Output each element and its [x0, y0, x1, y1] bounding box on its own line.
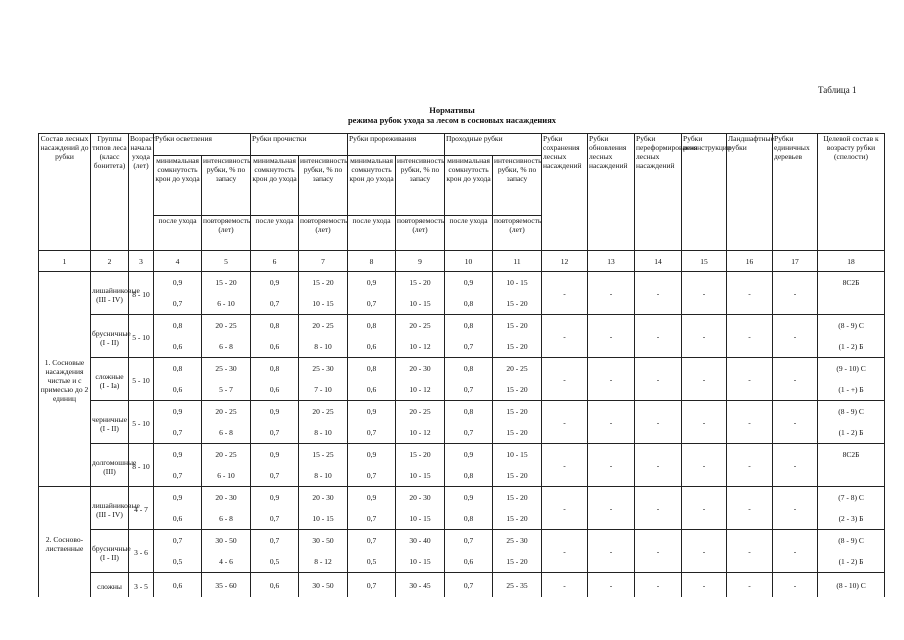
value-cell: 20 - 25 [202, 315, 251, 337]
value-cell: 6 - 8 [202, 336, 251, 358]
header-target: Целевой состав к возрасту рубки (спелости) [818, 134, 885, 251]
dash-cell: - [682, 444, 727, 487]
dash-cell: - [727, 401, 773, 444]
value-cell: 6 - 8 [202, 508, 251, 530]
column-number: 4 [154, 251, 202, 272]
dash-cell: - [542, 315, 588, 358]
value-cell: 25 - 30 [202, 358, 251, 380]
forest-type-cell: сложны [91, 573, 129, 598]
value-cell: 10 - 15 [299, 508, 348, 530]
dash-cell: - [542, 401, 588, 444]
value-cell: 0,5 [348, 551, 396, 573]
value-cell: 15 - 20 [396, 444, 445, 466]
dash-cell: - [635, 401, 682, 444]
column-number: 3 [129, 251, 154, 272]
dash-cell: - [727, 530, 773, 573]
value-cell: 0,8 [251, 315, 299, 337]
target-species-cell: (1 - 2) Б [818, 336, 885, 358]
value-cell: 0,7 [251, 422, 299, 444]
target-species-cell: (1 - 2) Б [818, 551, 885, 573]
forest-type-cell: долгомошные (III) [91, 444, 129, 487]
column-number: 10 [445, 251, 493, 272]
target-species-cell: (1 - 2) Б [818, 422, 885, 444]
column-number: 15 [682, 251, 727, 272]
value-cell: 15 - 20 [493, 422, 542, 444]
dash-cell: - [635, 315, 682, 358]
forest-type-cell: лишайниковые (III - IV) [91, 487, 129, 530]
header-reformation: Рубки переформирования лесных насаждений [635, 134, 682, 251]
header-clarification: Рубки осветления [154, 134, 251, 156]
age-cell: 5 - 10 [129, 315, 154, 358]
value-cell: 0,7 [445, 530, 493, 552]
value-cell: 6 - 10 [202, 293, 251, 315]
value-cell: 0,6 [445, 551, 493, 573]
value-cell: 20 - 25 [396, 401, 445, 423]
composition-cell: 1. Сосновые насаждения чистые и с примесью до 2 единиц [39, 272, 91, 487]
subheader-min-closure: минимальная сомкнутость крон до ухода [348, 156, 396, 216]
value-cell: 10 - 15 [396, 551, 445, 573]
value-cell: 30 - 50 [299, 530, 348, 552]
value-cell: 0,9 [445, 487, 493, 509]
dash-cell: - [588, 272, 635, 315]
header-age: Возраст начала ухода (лет) [129, 134, 154, 251]
value-cell: 0,7 [251, 465, 299, 487]
subheader-intensity: интенсивность рубки, % по запасу [493, 156, 542, 216]
target-species-cell: (7 - 8) С [818, 487, 885, 509]
value-cell: 0,6 [251, 379, 299, 401]
value-cell: 0,8 [348, 358, 396, 380]
dash-cell: - [727, 444, 773, 487]
value-cell: 0,6 [154, 508, 202, 530]
header-forest-groups: Группы типов леса (класс бонитета) [91, 134, 129, 251]
table-body [39, 272, 885, 598]
forest-type-cell: лишайниковые (III - IV) [91, 272, 129, 315]
column-number: 18 [818, 251, 885, 272]
value-cell: 0,9 [251, 487, 299, 509]
composition-cell: 2. Сосново-лиственные [39, 487, 91, 598]
header-thinning: Рубки прореживания [348, 134, 445, 156]
header-renewal: Рубки обновления лесных насаждений [588, 134, 635, 251]
value-cell: 10 - 12 [396, 422, 445, 444]
target-species-cell: 8С2Б [818, 272, 885, 294]
dash-cell: - [773, 530, 818, 573]
subheader-repeat: повторяемость (лет) [202, 216, 251, 251]
column-number: 12 [542, 251, 588, 272]
value-cell: 10 - 15 [299, 293, 348, 315]
age-cell: 3 - 6 [129, 530, 154, 573]
value-cell: 10 - 15 [493, 444, 542, 466]
column-number: 8 [348, 251, 396, 272]
value-cell: 0,7 [445, 379, 493, 401]
value-cell: 25 - 35 [493, 573, 542, 598]
value-cell: 0,7 [445, 573, 493, 598]
dash-cell: - [635, 530, 682, 573]
subheader-min-closure: минимальная сомкнутость крон до ухода [445, 156, 493, 216]
dash-cell: - [542, 444, 588, 487]
value-cell: 0,7 [348, 530, 396, 552]
age-cell: 4 - 7 [129, 487, 154, 530]
value-cell: 15 - 20 [202, 272, 251, 294]
value-cell: 15 - 20 [493, 315, 542, 337]
dash-cell: - [682, 573, 727, 598]
dash-cell: - [588, 358, 635, 401]
subheader-after-care: после ухода [251, 216, 299, 251]
value-cell: 30 - 50 [202, 530, 251, 552]
value-cell: 20 - 25 [202, 401, 251, 423]
value-cell: 0,9 [348, 487, 396, 509]
target-species-cell: (8 - 10) С [818, 573, 885, 598]
dash-cell: - [542, 530, 588, 573]
dash-cell: - [635, 444, 682, 487]
value-cell: 0,7 [348, 465, 396, 487]
value-cell: 0,9 [154, 444, 202, 466]
dash-cell: - [773, 315, 818, 358]
value-cell: 20 - 25 [299, 401, 348, 423]
forest-type-cell: черничные (I - II) [91, 401, 129, 444]
value-cell: 8 - 10 [299, 422, 348, 444]
subheader-after-care: после ухода [348, 216, 396, 251]
value-cell: 0,7 [348, 422, 396, 444]
forest-type-cell: сложные (I - Ia) [91, 358, 129, 401]
column-number: 17 [773, 251, 818, 272]
age-cell: 8 - 10 [129, 444, 154, 487]
dash-cell: - [773, 487, 818, 530]
column-number: 13 [588, 251, 635, 272]
table-row [39, 487, 885, 509]
value-cell: 0,9 [445, 272, 493, 294]
dash-cell: - [727, 573, 773, 598]
value-cell: 15 - 20 [299, 272, 348, 294]
value-cell: 25 - 30 [299, 358, 348, 380]
dash-cell: - [682, 530, 727, 573]
dash-cell: - [773, 358, 818, 401]
value-cell: 0,7 [445, 336, 493, 358]
header-landscape: Ландшафтные рубки [727, 134, 773, 251]
value-cell: 0,9 [154, 401, 202, 423]
subheader-intensity: интенсивность рубки, % по запасу [396, 156, 445, 216]
column-number: 9 [396, 251, 445, 272]
value-cell: 0,9 [445, 444, 493, 466]
target-species-cell [818, 465, 885, 487]
table-row [39, 272, 885, 294]
dash-cell: - [773, 573, 818, 598]
value-cell: 20 - 25 [493, 358, 542, 380]
column-number: 14 [635, 251, 682, 272]
column-number: 7 [299, 251, 348, 272]
value-cell: 5 - 7 [202, 379, 251, 401]
subheader-min-closure: минимальная сомкнутость крон до ухода [251, 156, 299, 216]
value-cell: 0,7 [154, 293, 202, 315]
dash-cell: - [682, 401, 727, 444]
table-label: Таблица 1 [818, 85, 857, 95]
header-reconstruction: Рубки реконструкции [682, 134, 727, 251]
header-composition: Состав лесных насаждений до рубки [39, 134, 91, 251]
dash-cell: - [635, 487, 682, 530]
value-cell: 0,7 [154, 422, 202, 444]
value-cell: 0,8 [348, 315, 396, 337]
value-cell: 0,6 [154, 573, 202, 598]
value-cell: 0,7 [445, 422, 493, 444]
dash-cell: - [588, 530, 635, 573]
value-cell: 15 - 20 [493, 293, 542, 315]
subheader-intensity: интенсивность рубки, % по запасу [299, 156, 348, 216]
dash-cell: - [635, 573, 682, 598]
value-cell: 0,8 [154, 315, 202, 337]
value-cell: 0,9 [154, 272, 202, 294]
table-row [39, 401, 885, 423]
value-cell: 6 - 10 [202, 465, 251, 487]
value-cell: 8 - 10 [299, 465, 348, 487]
value-cell: 0,7 [154, 530, 202, 552]
dash-cell: - [727, 487, 773, 530]
value-cell: 20 - 30 [299, 487, 348, 509]
dash-cell: - [542, 487, 588, 530]
dash-cell: - [588, 444, 635, 487]
dash-cell: - [682, 315, 727, 358]
value-cell: 0,7 [251, 530, 299, 552]
dash-cell: - [542, 358, 588, 401]
value-cell: 20 - 25 [202, 444, 251, 466]
column-number: 5 [202, 251, 251, 272]
value-cell: 0,9 [348, 401, 396, 423]
age-cell: 8 - 10 [129, 272, 154, 315]
value-cell: 0,6 [348, 379, 396, 401]
column-numbers-row [39, 251, 885, 272]
table-row [39, 444, 885, 466]
value-cell: 0,6 [154, 379, 202, 401]
value-cell: 0,9 [154, 487, 202, 509]
title-line-2: режима рубок ухода за лесом в сосновых насаждениях [347, 115, 557, 125]
value-cell: 15 - 20 [493, 551, 542, 573]
value-cell: 20 - 30 [202, 487, 251, 509]
value-cell: 0,8 [445, 401, 493, 423]
value-cell: 0,8 [445, 465, 493, 487]
title-line-1: Нормативы [429, 105, 475, 115]
value-cell: 0,9 [348, 444, 396, 466]
value-cell: 15 - 25 [299, 444, 348, 466]
table-row [39, 530, 885, 552]
value-cell: 0,5 [154, 551, 202, 573]
value-cell: 10 - 15 [493, 272, 542, 294]
table-row [39, 358, 885, 380]
value-cell: 15 - 20 [493, 379, 542, 401]
column-number: 6 [251, 251, 299, 272]
value-cell: 0,8 [154, 358, 202, 380]
value-cell: 0,8 [445, 293, 493, 315]
dash-cell: - [773, 272, 818, 315]
dash-cell: - [682, 358, 727, 401]
value-cell: 4 - 6 [202, 551, 251, 573]
target-species-cell: 8С2Б [818, 444, 885, 466]
dash-cell: - [682, 487, 727, 530]
value-cell: 0,6 [154, 336, 202, 358]
value-cell: 0,8 [251, 358, 299, 380]
dash-cell: - [635, 358, 682, 401]
target-species-cell: (1 - +) Б [818, 379, 885, 401]
dash-cell: - [727, 315, 773, 358]
dash-cell: - [727, 358, 773, 401]
value-cell: 6 - 8 [202, 422, 251, 444]
dash-cell: - [773, 444, 818, 487]
value-cell: 20 - 30 [396, 358, 445, 380]
value-cell: 10 - 15 [396, 508, 445, 530]
value-cell: 20 - 25 [396, 315, 445, 337]
value-cell: 15 - 20 [493, 465, 542, 487]
value-cell: 10 - 12 [396, 379, 445, 401]
subheader-min-closure: минимальная сомкнутость крон до ухода [154, 156, 202, 216]
forest-type-cell: брусничные (I - II) [91, 315, 129, 358]
value-cell: 0,9 [348, 272, 396, 294]
value-cell: 0,7 [251, 508, 299, 530]
value-cell: 10 - 15 [396, 293, 445, 315]
column-number: 1 [39, 251, 91, 272]
dash-cell: - [542, 272, 588, 315]
value-cell: 20 - 30 [396, 487, 445, 509]
forest-type-cell: брусничные (I - II) [91, 530, 129, 573]
target-species-cell: (9 - 10) С [818, 358, 885, 380]
column-number: 11 [493, 251, 542, 272]
value-cell: 25 - 30 [493, 530, 542, 552]
value-cell: 15 - 20 [396, 272, 445, 294]
value-cell: 35 - 60 [202, 573, 251, 598]
header-single: Рубки единичных деревьев [773, 134, 818, 251]
age-cell: 3 - 5 [129, 573, 154, 598]
dash-cell: - [727, 272, 773, 315]
value-cell: 0,7 [348, 573, 396, 598]
subheader-repeat: повторяемость (лет) [396, 216, 445, 251]
value-cell: 10 - 15 [396, 465, 445, 487]
dash-cell: - [588, 315, 635, 358]
value-cell: 7 - 10 [299, 379, 348, 401]
dash-cell: - [682, 272, 727, 315]
target-species-cell: (8 - 9) С [818, 530, 885, 552]
value-cell: 0,9 [251, 401, 299, 423]
dash-cell: - [635, 272, 682, 315]
age-cell: 5 - 10 [129, 401, 154, 444]
value-cell: 0,6 [251, 573, 299, 598]
value-cell: 0,8 [445, 508, 493, 530]
value-cell: 0,7 [348, 293, 396, 315]
value-cell: 30 - 45 [396, 573, 445, 598]
target-species-cell [818, 293, 885, 315]
column-number: 16 [727, 251, 773, 272]
subheader-repeat: повторяемость (лет) [299, 216, 348, 251]
dash-cell: - [588, 487, 635, 530]
table-row [39, 573, 885, 598]
value-cell: 0,8 [445, 358, 493, 380]
value-cell: 15 - 20 [493, 401, 542, 423]
value-cell: 15 - 20 [493, 487, 542, 509]
value-cell: 10 - 12 [396, 336, 445, 358]
value-cell: 30 - 40 [396, 530, 445, 552]
column-number: 2 [91, 251, 129, 272]
subheader-intensity: интенсивность рубки, % по запасу [202, 156, 251, 216]
header-preservation: Рубки сохранения лесных насаждений [542, 134, 588, 251]
value-cell: 15 - 20 [493, 508, 542, 530]
subheader-after-care: после ухода [445, 216, 493, 251]
value-cell: 0,7 [348, 508, 396, 530]
target-species-cell: (8 - 9) С [818, 401, 885, 423]
value-cell: 0,7 [251, 293, 299, 315]
dash-cell: - [588, 573, 635, 598]
value-cell: 0,9 [251, 272, 299, 294]
value-cell: 8 - 10 [299, 336, 348, 358]
header-cleaning: Рубки прочистки [251, 134, 348, 156]
value-cell: 0,6 [348, 336, 396, 358]
value-cell: 0,9 [251, 444, 299, 466]
norms-table [38, 133, 885, 597]
value-cell: 0,5 [251, 551, 299, 573]
dash-cell: - [773, 401, 818, 444]
subheader-repeat: повторяемость (лет) [493, 216, 542, 251]
value-cell: 0,7 [154, 465, 202, 487]
value-cell: 30 - 50 [299, 573, 348, 598]
header-passing: Проходные рубки [445, 134, 542, 156]
subheader-after-care: после ухода [154, 216, 202, 251]
table-row [39, 315, 885, 337]
age-cell: 5 - 10 [129, 358, 154, 401]
dash-cell: - [588, 401, 635, 444]
value-cell: 0,8 [445, 315, 493, 337]
dash-cell: - [542, 573, 588, 598]
document-title [0, 105, 904, 125]
value-cell: 0,6 [251, 336, 299, 358]
value-cell: 8 - 12 [299, 551, 348, 573]
target-species-cell: (8 - 9) С [818, 315, 885, 337]
value-cell: 15 - 20 [493, 336, 542, 358]
target-species-cell: (2 - 3) Б [818, 508, 885, 530]
value-cell: 20 - 25 [299, 315, 348, 337]
